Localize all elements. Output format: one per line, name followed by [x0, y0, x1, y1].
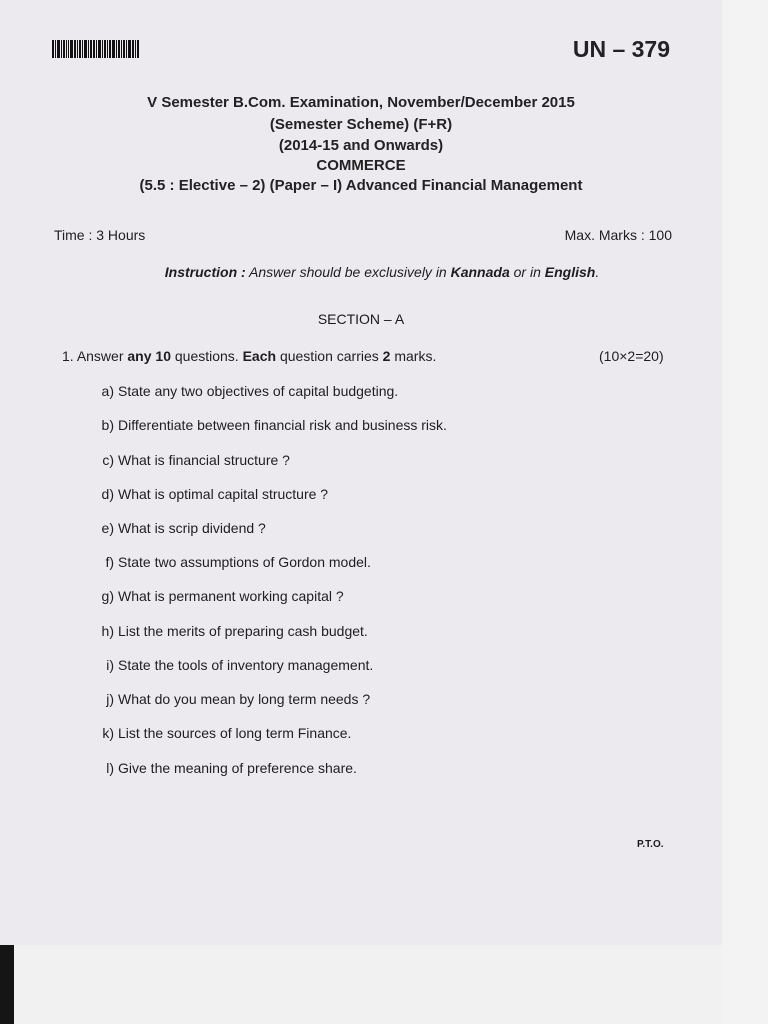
q1-any10: any 10 — [127, 348, 171, 364]
item-text: What is permanent working capital ? — [118, 588, 344, 604]
item-letter: a) — [101, 383, 114, 399]
q1-text-end: marks. — [390, 348, 437, 364]
item-text: List the merits of preparing cash budget. — [118, 623, 368, 639]
question-1 — [62, 348, 436, 364]
list-item — [92, 486, 328, 502]
q1-text-pre: Answer — [76, 348, 128, 364]
list-item — [92, 452, 290, 468]
english: English — [544, 264, 596, 280]
item-text: What is financial structure ? — [118, 452, 290, 468]
list-item — [92, 588, 344, 604]
paper-title: (5.5 : Elective – 2) (Paper – I) Advanced Financial Management — [139, 177, 583, 194]
item-letter: c) — [102, 452, 114, 468]
item-text: State two assumptions of Gordon model. — [118, 554, 371, 570]
pto: P.T.O. — [637, 839, 664, 850]
time: Time : 3 Hours — [54, 227, 146, 243]
max-marks: Max. Marks : 100 — [564, 227, 672, 243]
item-text: State the tools of inventory management. — [118, 657, 374, 673]
item-letter: e) — [101, 520, 114, 536]
barcode — [52, 40, 152, 58]
item-letter: d) — [101, 486, 114, 502]
item-letter: h) — [101, 623, 114, 639]
instruction — [0, 264, 764, 280]
instruction-or: or in — [509, 264, 545, 280]
kannada: Kannada — [450, 264, 510, 280]
instruction-label: Instruction : — [164, 264, 246, 280]
instruction-period: . — [595, 264, 600, 280]
scheme: (Semester Scheme) (F+R) — [269, 116, 453, 133]
academic-year: (2014-15 and Onwards) — [278, 137, 444, 154]
item-text: Give the meaning of preference share. — [118, 760, 357, 776]
question-number: 1. — [62, 348, 74, 364]
q1-two: 2 — [382, 348, 391, 364]
subject: COMMERCE — [316, 157, 406, 174]
item-letter: j) — [106, 691, 114, 707]
q1-text-mid: questions. — [170, 348, 243, 364]
list-item — [92, 760, 357, 776]
item-letter: f) — [105, 554, 114, 570]
q1-text-post: question carries — [276, 348, 383, 364]
q1-each: Each — [242, 348, 277, 364]
list-item — [92, 520, 266, 536]
page-margin-bottom — [0, 945, 722, 1024]
exam-title: V Semester B.Com. Examination, November/December 2015 — [147, 94, 575, 111]
item-text: What is optimal capital structure ? — [118, 486, 329, 502]
item-letter: k) — [102, 725, 114, 741]
list-item — [92, 383, 398, 399]
item-text: State any two objectives of capital budgeting. — [118, 383, 399, 399]
dark-edge — [0, 945, 14, 1024]
list-item — [92, 417, 447, 433]
item-letter: i) — [106, 657, 114, 673]
item-text: What is scrip dividend ? — [118, 520, 266, 536]
list-item — [92, 623, 368, 639]
paper-code: UN – 379 — [572, 36, 670, 62]
item-letter: g) — [101, 588, 114, 604]
q1-marks: (10×2=20) — [599, 348, 664, 364]
page-margin-right — [722, 0, 768, 1024]
list-item — [92, 691, 370, 707]
item-text: What do you mean by long term needs ? — [118, 691, 371, 707]
item-text: List the sources of long term Finance. — [118, 725, 352, 741]
list-item — [92, 657, 373, 673]
section-heading: SECTION – A — [317, 311, 405, 327]
item-letter: l) — [106, 760, 114, 776]
item-text: Differentiate between financial risk and business risk. — [118, 417, 447, 433]
item-letter: b) — [101, 417, 114, 433]
instruction-text: Answer should be exclusively in — [245, 264, 451, 280]
list-item — [92, 554, 371, 570]
list-item — [92, 725, 351, 741]
